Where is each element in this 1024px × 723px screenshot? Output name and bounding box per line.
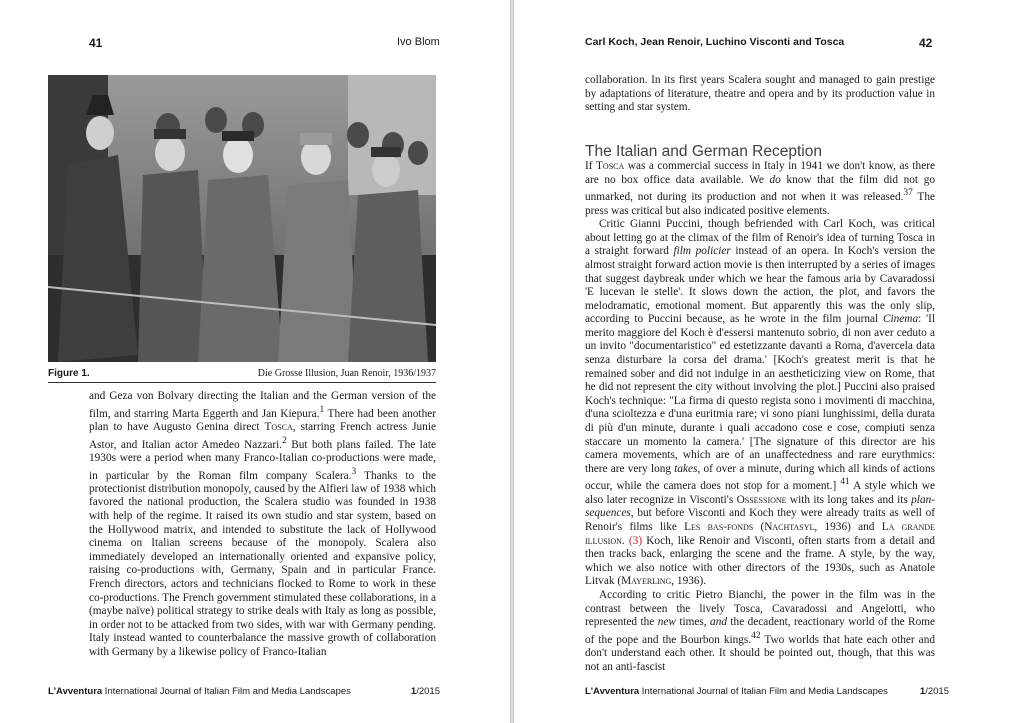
text-run: the decadent, reactionary world of the Rome of the pope and the Bourbon kings. bbox=[585, 616, 936, 646]
running-head: Ivo Blom bbox=[397, 36, 440, 48]
paragraph bbox=[89, 390, 436, 660]
text-run: instead of an opera. In Koch's version the almost straight forward action movie is then interrupted by a series of images that suggest daybreak under which we hear the famous aria by Cavaradossi 'E lucevan le stelle'. It slows down the action, the plot, and favors the melodramatic, emotional moment. But apparently this was the only slip, according to Puccini because, as he wrote in the film journal bbox=[585, 245, 935, 326]
issue-number: 1 bbox=[410, 686, 417, 697]
left-page bbox=[0, 0, 510, 723]
text-run: times, bbox=[675, 616, 711, 629]
text-run: , starring French actress Junie Astor, and Italian actor Amedeo Nazzari. bbox=[89, 420, 436, 451]
paragraph bbox=[585, 160, 935, 218]
figure-caption-text: Die Grosse Illusion, Juan Renoir, 1936/1937 bbox=[257, 368, 436, 379]
caption-rule bbox=[48, 382, 436, 383]
film-title: Mayerling bbox=[621, 575, 672, 588]
body-text bbox=[585, 160, 935, 674]
emphasis: film policier bbox=[673, 245, 731, 258]
footnote-ref: 2 bbox=[282, 435, 287, 446]
paragraph bbox=[585, 589, 935, 674]
running-head: Carl Koch, Jean Renoir, Luchino Visconti and Tosca bbox=[585, 36, 845, 48]
footnote-ref: 42 bbox=[751, 630, 761, 641]
text-run: was a commercial success in Italy in 1941 we don't know, as there are no box office data available. We bbox=[585, 160, 935, 186]
text-run: Thanks to the protectionist distribution monopoly, caused by the Alfieri law of 1938 which favored the national production, the Scalera studio was founded in 1938 with help of the regime. It raised its own studio and star system, based on the Hollywood matrix, and intended to substitute the lack of Hollywood cinema on Italian screens because of the monopoly. Scalera also immediately developed an internationally oriented and expansive policy, raising co-productions with, Germany, Spain and in particular France. French directors, actors and technicians flocked to Rome to work in these co-productions. The French government stimulated these collaborations, in a (maybe naïve) political strategy to strike deals with Italy as long as possible, in order not to be attacked from two sides, with war with Germany pending. Italy instead wanted to counterbalance the massive growth of collaboration with Germany by a likewise policy of Franco-Italian bbox=[89, 469, 436, 658]
figure-ref[interactable]: (3) bbox=[628, 534, 643, 547]
page-footer bbox=[585, 686, 949, 697]
journal-subtitle: International Journal of Italian Film and Media Landscapes bbox=[102, 686, 351, 697]
emphasis: new bbox=[657, 616, 676, 629]
text-run: , but before Visconti and Koch they were already traits as well of Renoir's films like bbox=[585, 507, 935, 533]
film-title: Tosca bbox=[596, 160, 625, 172]
text-run: According to critic Pietro Bianchi, the power in the film was in the contrast between the lively Tosca, Cavaradossi and Angelotti, who represented the bbox=[585, 588, 935, 629]
film-still-image bbox=[48, 75, 436, 362]
film-title: Ossessione bbox=[736, 493, 787, 506]
right-page bbox=[514, 0, 1024, 723]
film-title: Tosca bbox=[264, 420, 293, 433]
emphasis: plan-sequences bbox=[585, 493, 936, 520]
footnote-ref: 1 bbox=[319, 404, 325, 415]
text-run: , of over a minute, during which all kinds of actions occur, while the camera does not stop for a moment.] bbox=[585, 462, 936, 493]
body-text bbox=[89, 390, 436, 660]
footnote-ref: 37 bbox=[903, 188, 913, 199]
text-run: Two worlds that hate each other and don't understand each other. It should be pointed out, though, that this was not an anti-fascist bbox=[585, 633, 935, 673]
text-run: : 'Il merito maggiore del Koch è d'essersi mantenuto sobrio, di non aver ceduto a un invito "documentaristico" ed estetizzante davanti a Roma, d'avercela data senza disturbare la corsa del drama.' [Koch's greatest merit is that he remained sober and did not indulge in an aestheticizing view on Rome, that he did not represent the city without involving the plot.] Puccini also praised Koch's technique: "La firma di questo regista sono i movimenti di macchina, d'una scioltezza e d'una euritmia rare; vi sono piani lunghissimi, della durata di più d'un minute, durante i quali accadono cose e cose, compiuti senza staccare un momento la camera.' [The signature of this director are his camera movements, which are of an unaffectedness and rare eurythmics: there are very long bbox=[585, 313, 935, 475]
emphasis: and bbox=[710, 616, 727, 629]
emphasis: do bbox=[769, 173, 781, 186]
text-run: Critic Gianni Puccini, though befriended with Carl Koch, was critical about letting go at the climax of the film of Renoir's idea of turning Tosca in a straight forward bbox=[585, 218, 935, 258]
issue-number: 1 bbox=[919, 686, 926, 697]
journal-name: L'Avventura bbox=[48, 686, 103, 697]
text-run: ( bbox=[753, 520, 765, 533]
figure-caption bbox=[48, 368, 436, 382]
text-run: with its long takes and its bbox=[786, 493, 912, 506]
section-title: The Italian and German Reception bbox=[585, 143, 822, 160]
issue-year: /2015 bbox=[925, 686, 949, 697]
film-title: La grande illusion bbox=[585, 520, 935, 547]
text-run: The press was critical but also indicated positive elements. bbox=[585, 190, 935, 217]
issue-year: /2015 bbox=[416, 686, 440, 697]
text-run: But both plans failed. The late 1930s were a period when many Franco-Italian co-productions were made, in particular by the Roman film company Scalera. bbox=[89, 438, 436, 482]
text-run: know that the film did not go unmarked, not during its production and not when it was released. bbox=[585, 173, 935, 203]
page-number: 42 bbox=[919, 36, 933, 50]
text-run: , 1936) and bbox=[814, 520, 882, 533]
film-title: Nachtasyl bbox=[764, 520, 815, 533]
film-still-photo bbox=[48, 75, 436, 362]
text-run: Koch, like Renoir and Visconti, often starts from a detail and then tracks back, enlarging the scene and the frame. A style, by the way, which we also notice with other directors of the 1930s, such as Anatole Litvak ( bbox=[585, 534, 936, 588]
intro-text bbox=[585, 74, 935, 115]
journal-name: L'Avventura bbox=[585, 686, 640, 697]
text-run: If bbox=[585, 160, 597, 172]
page-number: 41 bbox=[89, 36, 103, 50]
journal-subtitle: International Journal of Italian Film and Media Landscapes bbox=[639, 686, 888, 697]
footnote-ref: 3 bbox=[351, 466, 357, 477]
text-run: and Geza von Bolvary directing the Italian and the German version of the film, and starring Marta Eggerth and Jan Kiepura. bbox=[89, 390, 436, 420]
text-run: , 1936). bbox=[671, 575, 707, 588]
page-footer bbox=[48, 686, 440, 697]
emphasis: takes bbox=[674, 462, 698, 475]
footnote-ref: 41 bbox=[840, 477, 850, 488]
film-title: Les bas-fonds bbox=[684, 520, 754, 533]
journal-title: Cinema bbox=[882, 313, 919, 326]
text-run: There had been another plan to have Augusto Genina direct bbox=[89, 407, 436, 433]
text-run: . bbox=[621, 534, 629, 547]
paragraph: collaboration. In its first years Scalera sought and managed to gain prestige by adaptations of literature, theatre and opera and by its production value in setting and star system. bbox=[585, 74, 935, 114]
paragraph bbox=[585, 218, 935, 589]
text-run: A style which we also later recognize in Visconti's bbox=[585, 480, 935, 506]
figure-label: Figure 1. bbox=[48, 368, 90, 379]
